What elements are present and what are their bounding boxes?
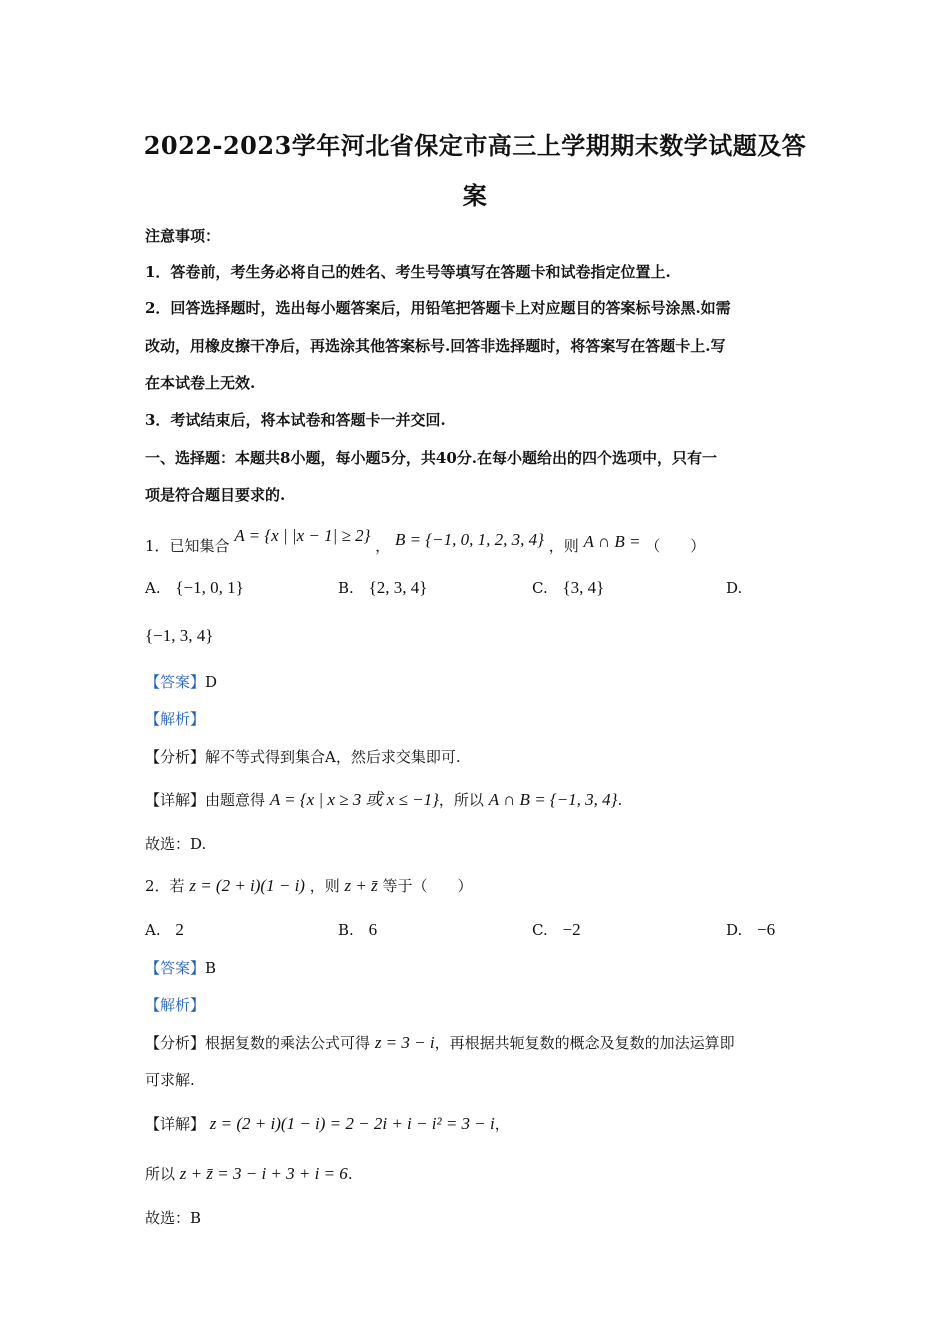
fenxi-tag: 【分析】 (145, 748, 206, 766)
sum-math: z + z̄ = 3 − i + 3 + i = 6 (179, 1164, 348, 1183)
question-2-conclusion: 故选：B (145, 1209, 202, 1227)
notes-heading: 注意事项： (145, 227, 221, 245)
answer-value: D (205, 673, 218, 691)
fenxi-tag: 【分析】 (145, 1034, 206, 1052)
option-value: −2 (562, 920, 581, 939)
option-value: {2, 3, 4} (368, 578, 428, 597)
question-1-then: ，则 (548, 537, 579, 555)
question-1-analysis-tag: 【解析】 (145, 710, 206, 728)
option-value: {3, 4} (562, 578, 605, 597)
question-1-option-c (532, 578, 604, 598)
question-2-detail (145, 1114, 510, 1134)
document-title-line1: 2022-2023学年河北省保定市高三上学期期末数学试题及答 (143, 131, 807, 160)
detail-end: . (617, 791, 623, 809)
option-value: {−1, 0, 1} (175, 578, 244, 597)
note-2-line1: 2．回答选择题时，选出每小题答案后，用铅笔把答题卡上对应题目的答案标号涂黑.如需 (145, 299, 731, 317)
document-title-line2: 案 (462, 181, 488, 210)
question-2-fenxi-line1 (145, 1033, 735, 1053)
question-1-set-b: B = {−1, 0, 1, 2, 3, 4} (394, 530, 544, 549)
question-1-set-a: A = {x | |x − 1| ≥ 2} (234, 526, 371, 545)
section-heading-line1: 一、选择题：本题共8小题，每小题5分，共40分.在每小题给出的四个选项中，只有一 (145, 449, 717, 467)
answer-tag: 【答案】 (145, 959, 206, 977)
fenxi-pre: 根据复数的乘法公式可得 (205, 1034, 371, 1052)
option-value: 6 (368, 920, 378, 939)
detail-end: ， (494, 1115, 510, 1133)
option-value: {−1, 3, 4} (145, 626, 214, 645)
answer-tag: 【答案】 (145, 673, 206, 691)
detail-mid: ，所以 (438, 791, 484, 809)
question-2-option-b (338, 920, 377, 940)
option-label: B. (338, 579, 354, 597)
question-1-sep: ， (375, 537, 391, 555)
option-value: −6 (757, 920, 776, 939)
option-value: 2 (175, 920, 184, 939)
question-2-ask: z + z̄ (344, 876, 378, 895)
question-1-option-d-label: D. (726, 579, 743, 597)
fenxi-math: z = 3 − i (374, 1033, 435, 1052)
sum-end: . (347, 1165, 353, 1183)
question-1-option-d-value (145, 626, 213, 646)
question-2-sum (145, 1164, 353, 1184)
option-label: C. (532, 921, 548, 939)
question-1-prefix: 1．已知集合 (145, 537, 230, 555)
question-2-prefix: 2．若 (145, 877, 185, 895)
detail-math-2: A ∩ B = {−1, 3, 4} (488, 790, 618, 809)
question-1-conclusion: 故选：D. (145, 835, 207, 853)
question-2-option-a (145, 920, 184, 940)
question-2-fenxi-line2: 可求解. (145, 1071, 195, 1089)
detail-tag: 【详解】 (145, 791, 206, 809)
question-2-option-d (726, 920, 775, 940)
question-2-then: ，则 (309, 877, 340, 895)
question-2-option-c (532, 920, 581, 940)
fenxi-text: 解不等式得到集合A，然后求交集即可. (205, 748, 461, 766)
option-label: A. (145, 921, 161, 939)
question-1-detail (145, 790, 622, 810)
detail-tag: 【详解】 (145, 1115, 206, 1133)
sum-pre: 所以 (145, 1165, 176, 1183)
section-heading-line2: 项是符合题目要求的. (145, 486, 286, 504)
question-1-fenxi (145, 747, 461, 767)
question-2-answer (145, 958, 216, 978)
option-label: C. (532, 579, 548, 597)
detail-math: z = (2 + i)(1 − i) = 2 − 2i + i − i² = 3 − i (209, 1114, 495, 1133)
question-2-analysis-tag: 【解析】 (145, 996, 206, 1014)
note-2-line2: 改动，用橡皮擦干净后，再选涂其他答案标号.回答非选择题时，将答案写在答题卡上.写 (145, 337, 726, 355)
option-label: B. (338, 921, 354, 939)
note-2-line3: 在本试卷上无效. (145, 374, 256, 392)
note-3: 3．考试结束后，将本试卷和答题卡一并交回. (145, 411, 446, 429)
question-1-answer (145, 672, 217, 692)
fenxi-post: ，再根据共轭复数的概念及复数的加法运算即 (434, 1034, 735, 1052)
question-1-option-a (145, 578, 244, 598)
question-1-option-b (338, 578, 427, 598)
detail-pre: 由题意得 (205, 791, 266, 809)
question-1-paren: （ ） (645, 537, 706, 555)
question-2-stem (145, 876, 473, 896)
option-label: A. (145, 579, 161, 597)
question-2-expr: z = (2 + i)(1 − i) (189, 876, 305, 895)
detail-math-1: A = {x | x ≥ 3 或 x ≤ −1} (269, 790, 439, 809)
answer-value: B (205, 959, 217, 977)
question-1-stem (145, 526, 706, 556)
question-2-suffix: 等于（ ） (382, 877, 473, 895)
note-1: 1．答卷前，考生务必将自己的姓名、考生号等填写在答题卡和试卷指定位置上. (145, 263, 671, 281)
option-label: D. (726, 921, 743, 939)
question-1-expr: A ∩ B = (583, 532, 641, 551)
